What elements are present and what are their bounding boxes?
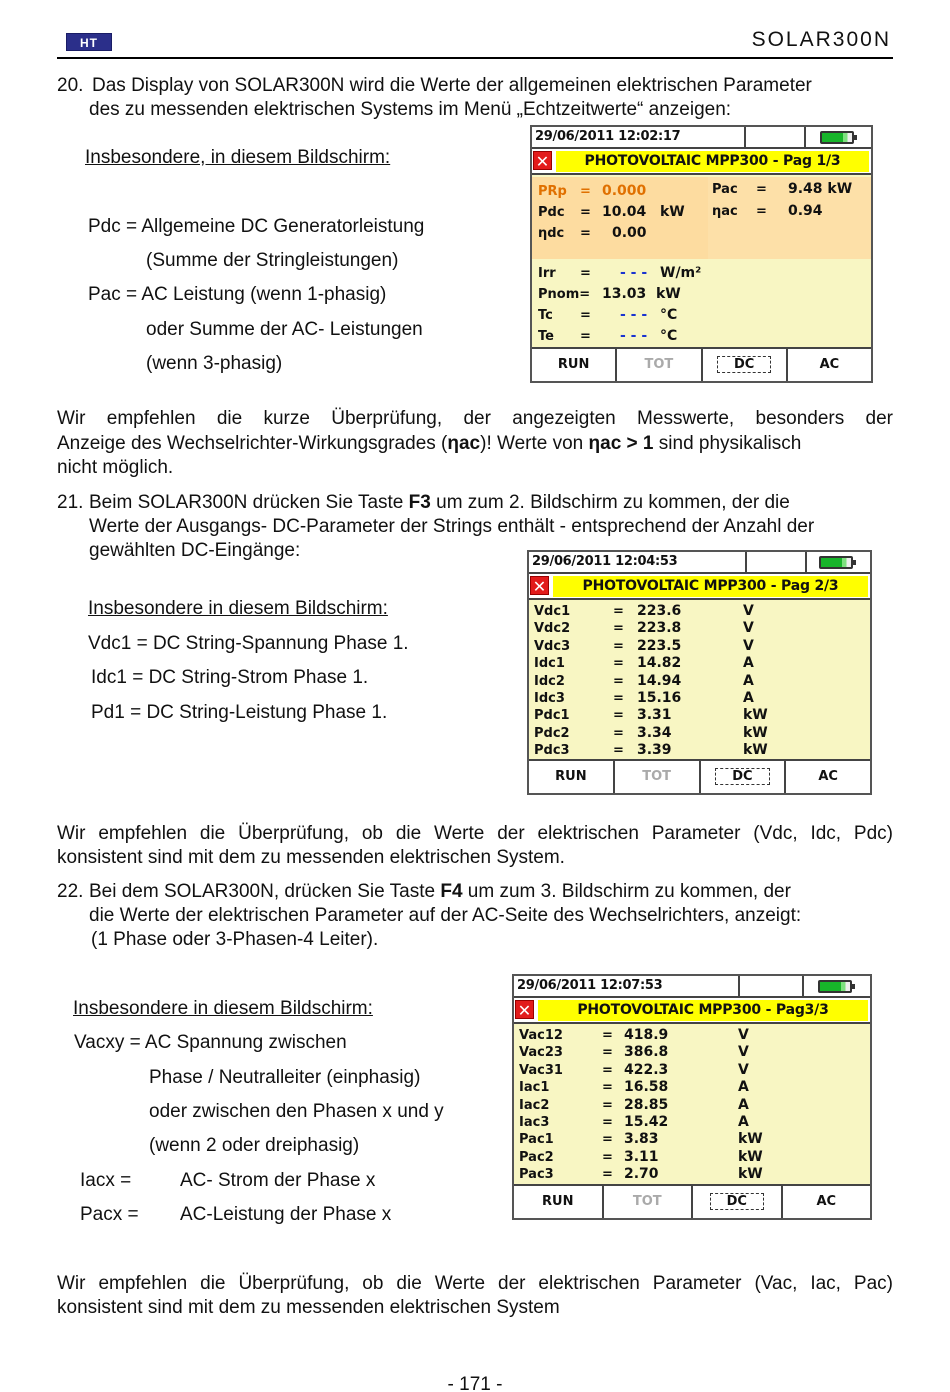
note2-line1: Wir empfehlen die Überprüfung, ob die Werte der elektrischen Parameter (Vdc, Idc, Pdc) (57, 823, 893, 844)
value-unit: kW (660, 204, 685, 220)
value-number: 14.82 (637, 655, 682, 672)
value-label: Idc1 (534, 656, 565, 672)
value-eq: = (613, 708, 624, 724)
value-number: 13.03 (602, 286, 647, 302)
value-label: Pac1 (519, 1132, 554, 1148)
dc-button[interactable] (701, 761, 787, 793)
value-unit: kW (738, 1166, 763, 1183)
value-eq: = (613, 656, 624, 672)
device-screen-page3 (512, 974, 872, 1220)
value-number: - - - (620, 265, 648, 281)
note1-eta-condition: ηac > 1 (588, 433, 654, 454)
value-number: 9.48 kW (788, 181, 853, 197)
value-unit: A (738, 1096, 749, 1113)
run-button[interactable]: RUN (532, 349, 617, 381)
value-label: Vac12 (519, 1028, 563, 1043)
page-number: - 171 - (447, 1374, 503, 1392)
s21-line1-a: Beim SOLAR300N drücken Sie Taste (89, 492, 409, 513)
value-unit: kW (738, 1131, 763, 1148)
value-label: Idc3 (534, 691, 565, 706)
s22-line2: die Werte der elektrischen Parameter auf der AC-Seite des Wechselrichters, anzeigt: (89, 905, 802, 926)
value-label: Vdc1 (534, 604, 571, 619)
value-eq: = (613, 743, 624, 759)
value-unit: A (738, 1079, 749, 1096)
value-eq: = (580, 329, 591, 344)
screen-title: PHOTOVOLTAIC MPP300 - Pag3/3 (538, 1000, 868, 1021)
value-eq: = (613, 638, 624, 654)
s20-desc5: (wenn 3-phasig) (146, 353, 283, 374)
note1-line2 (57, 432, 893, 456)
value-unit: kW (738, 1148, 763, 1165)
value-label: Idc2 (534, 673, 565, 689)
s22-key-f4: F4 (440, 881, 463, 902)
s22-desc5-label: Iacx = (80, 1170, 132, 1191)
value-label: Pdc2 (534, 725, 570, 741)
value-unit: V (743, 620, 754, 637)
note2-line2: konsistent sind mit dem zu messenden elektrischen System. (57, 847, 565, 868)
s21-desc3: Pd1 = DC String-Leistung Phase 1. (91, 702, 388, 723)
value-number: - - - (620, 328, 648, 344)
s22-desc1: Vacxy = AC Spannung zwischen (74, 1032, 347, 1053)
value-number: 15.42 (624, 1114, 669, 1130)
run-button[interactable]: RUN (514, 1186, 604, 1218)
value-eq: = (602, 1097, 613, 1113)
value-label: ηdc (538, 226, 565, 241)
value-unit: A (738, 1114, 749, 1130)
value-label: Vdc3 (534, 638, 571, 654)
screen-title: PHOTOVOLTAIC MPP300 - Pag 1/3 (556, 151, 869, 172)
s20-desc3: Pac = AC Leistung (wenn 1-phasig) (88, 284, 387, 305)
value-eq: = (602, 1115, 613, 1130)
value-eq: = (613, 621, 624, 637)
value-number: 0.000 (602, 183, 647, 199)
s20-line1: Das Display von SOLAR300N wird die Werte der allgemeinen elektrischen Parameter (92, 75, 812, 96)
value-label: Pac2 (519, 1149, 554, 1165)
s22-line1-c: um zum 3. Bildschirm zu kommen, der (462, 881, 791, 902)
value-number: 3.34 (637, 724, 672, 741)
s21-line3: gewählten DC-Eingänge: (89, 540, 301, 561)
value-label: Vdc2 (534, 621, 571, 637)
s20-line2: des zu messenden elektrischen Systems im Menü „Echtzeitwerte“ anzeigen: (89, 99, 732, 120)
value-unit: V (738, 1061, 749, 1078)
dc-button-label: DC (710, 1193, 764, 1210)
status-bar (529, 552, 870, 574)
s22-desc5-text: AC- Strom der Phase x (180, 1170, 376, 1191)
device-screen-page1 (530, 125, 873, 383)
battery-icon (820, 131, 854, 144)
status-slot (747, 552, 807, 572)
value-label: Pnom= (538, 287, 591, 302)
ac-button[interactable]: AC (818, 769, 838, 784)
value-number: 0.00 (612, 225, 647, 241)
header-rule (57, 57, 893, 59)
value-unit: W/m² (660, 265, 702, 281)
s20-desc4: oder Summe der AC- Leistungen (146, 319, 423, 340)
value-eq: = (602, 1062, 613, 1078)
tot-button[interactable]: TOT (617, 349, 702, 381)
s21-key-f3: F3 (408, 492, 431, 513)
value-label: Pac3 (519, 1167, 554, 1183)
ht-logo: HT (66, 33, 112, 51)
value-label: Vac31 (519, 1062, 563, 1078)
value-number: 3.39 (637, 742, 672, 759)
value-label: Pdc3 (534, 743, 570, 759)
value-unit: V (743, 603, 754, 619)
note1-line1: Wir empfehlen die kurze Überprüfung, der angezeigten Messwerte, besonders der (57, 408, 893, 429)
close-icon[interactable]: ✕ (533, 151, 552, 170)
value-unit: A (743, 655, 754, 672)
value-label: Tc (538, 308, 553, 323)
value-number: 223.6 (637, 603, 682, 619)
value-number: 28.85 (624, 1096, 669, 1113)
value-label: Pdc (538, 205, 565, 220)
value-unit: kW (656, 286, 681, 302)
timestamp: 29/06/2011 12:07:53 (514, 976, 740, 996)
s22-line3: (1 Phase oder 3-Phasen-4 Leiter). (91, 929, 379, 950)
s21-line1-c: um zum 2. Bildschirm zu kommen, der die (430, 492, 790, 513)
s22-desc4: (wenn 2 oder dreiphasig) (149, 1135, 360, 1156)
value-label: Irr (538, 266, 556, 281)
value-eq: = (602, 1149, 613, 1165)
value-number: 16.58 (624, 1079, 669, 1096)
note1-line2-e: sind physikalisch (653, 433, 802, 454)
battery-icon (818, 980, 852, 993)
value-number: 10.04 (602, 204, 647, 220)
s22-desc6-label: Pacx = (80, 1204, 139, 1225)
value-unit: °C (660, 307, 678, 323)
value-unit: kW (743, 742, 768, 759)
value-eq: = (613, 725, 624, 741)
ac-button[interactable]: AC (819, 357, 840, 372)
value-number: 223.5 (637, 637, 682, 654)
value-unit: kW (743, 707, 768, 724)
s20-subheading: Insbesondere, in diesem Bildschirm: (85, 147, 391, 168)
s22-desc2: Phase / Neutralleiter (einphasig) (149, 1067, 421, 1088)
function-key-bar (514, 1184, 870, 1218)
value-eq: = (602, 1080, 613, 1096)
s20-desc1: Pdc = Allgemeine DC Generatorleistung (88, 216, 425, 237)
s22-subheading: Insbesondere in diesem Bildschirm: (73, 998, 373, 1019)
value-number: 0.94 (788, 203, 823, 219)
battery-icon (819, 556, 853, 569)
value-number: 3.11 (624, 1148, 659, 1165)
close-icon[interactable]: ✕ (515, 1000, 534, 1019)
value-number: 418.9 (624, 1027, 669, 1043)
s20-desc2: (Summe der Stringleistungen) (146, 250, 399, 271)
note1-line2-a: Anzeige des Wechselrichter-Wirkungsgrades ( (57, 433, 448, 454)
s21-number: 21. (57, 492, 84, 513)
s21-desc2: Idc1 = DC String-Strom Phase 1. (91, 667, 369, 688)
note1-eta-ac: ηac (447, 433, 481, 454)
screen-title-bar (514, 998, 870, 1024)
screen-title: PHOTOVOLTAIC MPP300 - Pag 2/3 (553, 576, 868, 597)
note1-line3: nicht möglich. (57, 457, 174, 478)
value-number: 2.70 (624, 1166, 659, 1183)
function-key-bar (529, 759, 870, 793)
note3-line1: Wir empfehlen die Überprüfung, ob die Werte der elektrischen Parameter (Vac, Iac, Pac) (57, 1273, 893, 1294)
model-name: SOLAR300N (751, 28, 891, 51)
timestamp: 29/06/2011 12:02:17 (532, 127, 746, 147)
value-label: Pac (712, 182, 738, 197)
status-slot (740, 976, 804, 996)
value-label: PRp (538, 184, 567, 199)
value-eq: = (602, 1132, 613, 1148)
value-eq: = (580, 308, 591, 323)
value-eq: = (756, 182, 767, 197)
value-eq: = (613, 691, 624, 706)
status-bar (514, 976, 870, 998)
s21-line1 (89, 491, 893, 515)
value-unit: V (738, 1044, 749, 1061)
s21-desc1: Vdc1 = DC String-Spannung Phase 1. (88, 633, 409, 654)
value-eq: = (602, 1045, 613, 1061)
function-key-bar (532, 347, 871, 381)
dc-button-label: DC (717, 356, 771, 373)
device-screen-page2 (527, 550, 872, 795)
tot-button[interactable]: TOT (604, 1186, 694, 1218)
value-label: ηac (712, 204, 738, 219)
s20-number: 20. (57, 75, 84, 96)
value-unit: V (738, 1027, 749, 1043)
value-eq: = (613, 604, 624, 619)
s22-desc3: oder zwischen den Phasen x und y (149, 1101, 444, 1122)
ac-button[interactable]: AC (816, 1194, 837, 1209)
value-unit: °C (660, 328, 678, 344)
value-label: Pdc1 (534, 708, 570, 724)
value-eq: = (756, 204, 767, 219)
s22-line1-a: Bei dem SOLAR300N, drücken Sie Taste (89, 881, 441, 902)
s22-number: 22. (57, 881, 84, 902)
status-bar (532, 127, 871, 149)
s22-desc6-text: AC-Leistung der Phase x (180, 1204, 392, 1225)
tot-button[interactable]: TOT (615, 761, 701, 793)
s21-line2: Werte der Ausgangs- DC-Parameter der Strings enthält - entsprechend der Anzahl der (89, 516, 815, 537)
close-icon[interactable]: ✕ (530, 576, 549, 595)
value-label: Vac23 (519, 1045, 563, 1061)
value-number: 422.3 (624, 1061, 669, 1078)
value-number: 223.8 (637, 620, 682, 637)
value-unit: kW (743, 724, 768, 741)
value-label: Iac1 (519, 1080, 550, 1096)
screen-title-bar (532, 149, 871, 175)
value-number: 3.83 (624, 1131, 659, 1148)
value-eq: = (602, 1028, 613, 1043)
value-eq: = (580, 226, 591, 241)
run-button[interactable]: RUN (529, 761, 615, 793)
value-eq: = (613, 673, 624, 689)
note1-line2-c: )! Werte von (480, 433, 589, 454)
value-number: 15.16 (637, 690, 682, 706)
value-unit: A (743, 672, 754, 689)
timestamp: 29/06/2011 12:04:53 (529, 552, 747, 572)
screen-title-bar (529, 574, 870, 600)
value-label: Iac3 (519, 1115, 550, 1130)
dc-button[interactable] (703, 349, 788, 381)
status-slot (746, 127, 806, 147)
dc-button-label: DC (715, 768, 769, 785)
value-label: Te (538, 329, 554, 344)
value-number: 386.8 (624, 1044, 669, 1061)
note3-line2: konsistent sind mit dem zu messenden elektrischen System (57, 1297, 560, 1318)
s21-subheading: Insbesondere in diesem Bildschirm: (88, 598, 388, 619)
value-eq: = (580, 205, 591, 220)
value-number: 14.94 (637, 672, 682, 689)
value-unit: A (743, 690, 754, 706)
value-eq: = (580, 184, 591, 199)
value-number: - - - (620, 307, 648, 323)
value-eq: = (602, 1167, 613, 1183)
dc-button[interactable] (693, 1186, 783, 1218)
value-number: 3.31 (637, 707, 672, 724)
value-unit: V (743, 637, 754, 654)
value-eq: = (580, 266, 591, 281)
value-label: Iac2 (519, 1097, 550, 1113)
s22-line1 (89, 880, 893, 904)
